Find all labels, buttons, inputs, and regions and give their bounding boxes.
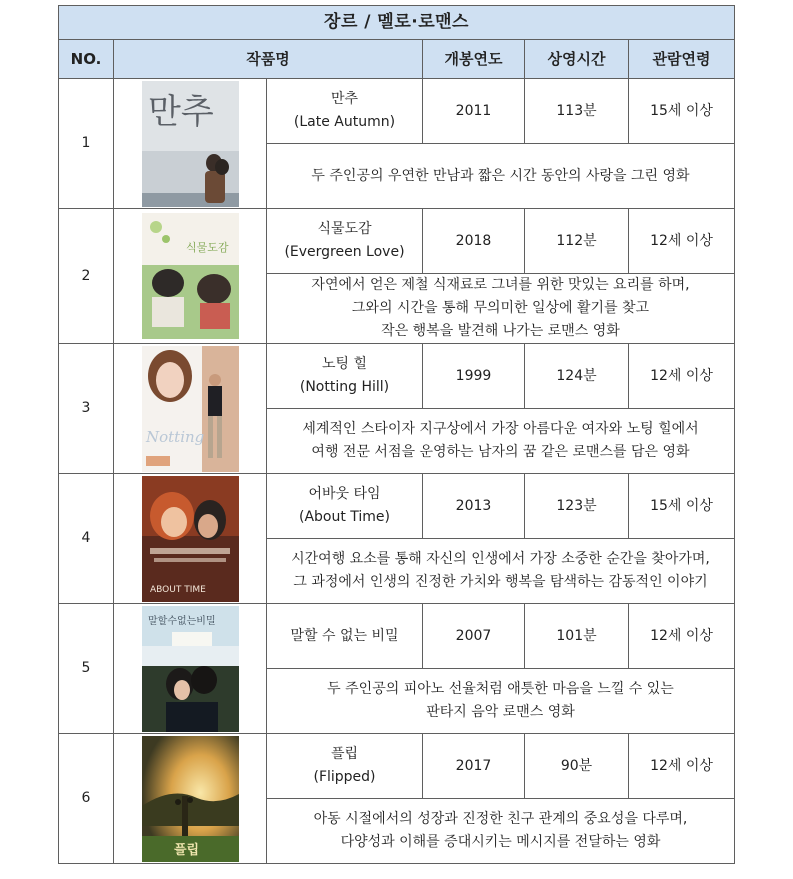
header-rating: 관람연령 (629, 40, 735, 79)
movie-rating: 12세 이상 (629, 604, 735, 669)
table-row (59, 734, 735, 799)
movie-poster (142, 736, 239, 862)
movie-description (267, 144, 735, 209)
movie-title-ko: 말할 수 없는 비밀 (290, 627, 399, 644)
movie-title-ko: 어바웃 타임 (308, 486, 381, 502)
movie-number: 2 (59, 209, 114, 344)
movie-title-cell (267, 734, 423, 799)
table-row (59, 209, 735, 274)
movie-year: 2013 (423, 474, 525, 539)
description-line: 작은 행복을 발견해 나가는 로맨스 영화 (381, 323, 620, 339)
movie-rating: 12세 이상 (629, 209, 735, 274)
table-title: 장르 / 멜로·로맨스 (59, 6, 735, 40)
movie-title-en: (About Time) (298, 509, 391, 525)
movie-runtime: 124분 (525, 344, 629, 409)
description-line: 그 과정에서 인생의 진정한 가치와 행복을 탐색하는 감동적인 이야기 (293, 574, 708, 590)
description-line: 다양성과 이해를 증대시키는 메시지를 전달하는 영화 (340, 834, 661, 850)
description-line: 두 주인공의 우연한 만남과 짧은 시간 동안의 사랑을 그린 영화 (311, 167, 690, 184)
movie-rating: 12세 이상 (629, 344, 735, 409)
movie-poster (142, 346, 239, 472)
movie-year: 1999 (423, 344, 525, 409)
movie-title-ko: 만추 (330, 91, 359, 107)
movie-poster (142, 476, 239, 602)
movie-table (58, 5, 735, 864)
movie-description (267, 409, 735, 474)
poster-cell (114, 79, 267, 209)
movie-title-en: (Late Autumn) (293, 114, 396, 130)
poster-title-text: 식물도감 (185, 241, 229, 254)
description-line: 그와의 시간을 통해 무의미한 일상에 활기를 찾고 (351, 300, 650, 316)
poster-cell (114, 734, 267, 864)
movie-title-cell (267, 79, 423, 144)
movie-title-cell (267, 474, 423, 539)
description-line: 아동 시절에서의 성장과 진정한 친구 관계의 중요성을 다루며, (313, 811, 688, 827)
poster-title-text: 플립 (173, 842, 199, 858)
movie-runtime: 123분 (525, 474, 629, 539)
movie-year: 2007 (423, 604, 525, 669)
movie-number: 3 (59, 344, 114, 474)
movie-description (267, 539, 735, 604)
poster-title-text: 만추 (147, 91, 214, 132)
description-line: 세계적인 스타이자 지구상에서 가장 아름다운 여자와 노팅 힐에서 (302, 421, 699, 437)
movie-description (267, 274, 735, 344)
movie-title-en: (Evergreen Love) (284, 244, 405, 260)
movie-number: 6 (59, 734, 114, 864)
movie-number: 4 (59, 474, 114, 604)
header-title: 작품명 (114, 40, 423, 79)
movie-poster (142, 81, 239, 207)
movie-number: 1 (59, 79, 114, 209)
movie-rating: 15세 이상 (629, 474, 735, 539)
movie-description (267, 669, 735, 734)
poster-cell (114, 344, 267, 474)
header-runtime: 상영시간 (525, 40, 629, 79)
table-row (59, 474, 735, 539)
movie-title-cell (267, 344, 423, 409)
movie-number: 5 (59, 604, 114, 734)
movie-title-en: (Flipped) (313, 769, 376, 785)
description-line: 판타지 음악 로맨스 영화 (426, 704, 575, 720)
poster-title-text: Notting (145, 427, 204, 446)
movie-year: 2011 (423, 79, 525, 144)
movie-runtime: 113분 (525, 79, 629, 144)
movie-description (267, 799, 735, 864)
description-line: 자연에서 얻은 제철 식재료로 그녀를 위한 맛있는 요리를 하며, (311, 277, 690, 293)
movie-title-ko: 노팅 힐 (321, 356, 368, 372)
movie-year: 2017 (423, 734, 525, 799)
table-row (59, 79, 735, 144)
movie-title-cell (267, 604, 423, 669)
description-line: 시간여행 요소를 통해 자신의 인생에서 가장 소중한 순간을 찾아가며, (291, 551, 710, 567)
description-line: 여행 전문 서점을 운영하는 남자의 꿈 같은 로맨스를 담은 영화 (311, 444, 690, 460)
movie-year: 2018 (423, 209, 525, 274)
movie-runtime: 90분 (525, 734, 629, 799)
poster-cell (114, 209, 267, 344)
movie-title-ko: 플립 (330, 746, 359, 762)
poster-cell (114, 604, 267, 734)
poster-title-text: ABOUT TIME (149, 584, 206, 595)
movie-title-ko: 식물도감 (317, 221, 372, 237)
table-row (59, 604, 735, 669)
poster-title-text: 말할수없는비밀 (147, 615, 216, 627)
poster-cell (114, 474, 267, 604)
movie-title-cell (267, 209, 423, 274)
movie-poster (142, 606, 239, 732)
movie-rating: 12세 이상 (629, 734, 735, 799)
movie-runtime: 112분 (525, 209, 629, 274)
movie-poster (142, 213, 239, 339)
description-line: 두 주인공의 피아노 선율처럼 애틋한 마음을 느낄 수 있는 (327, 681, 674, 697)
movie-runtime: 101분 (525, 604, 629, 669)
header-no: NO. (59, 40, 114, 79)
header-year: 개봉연도 (423, 40, 525, 79)
table-row (59, 344, 735, 409)
movie-rating: 15세 이상 (629, 79, 735, 144)
movie-title-en: (Notting Hill) (299, 379, 390, 395)
